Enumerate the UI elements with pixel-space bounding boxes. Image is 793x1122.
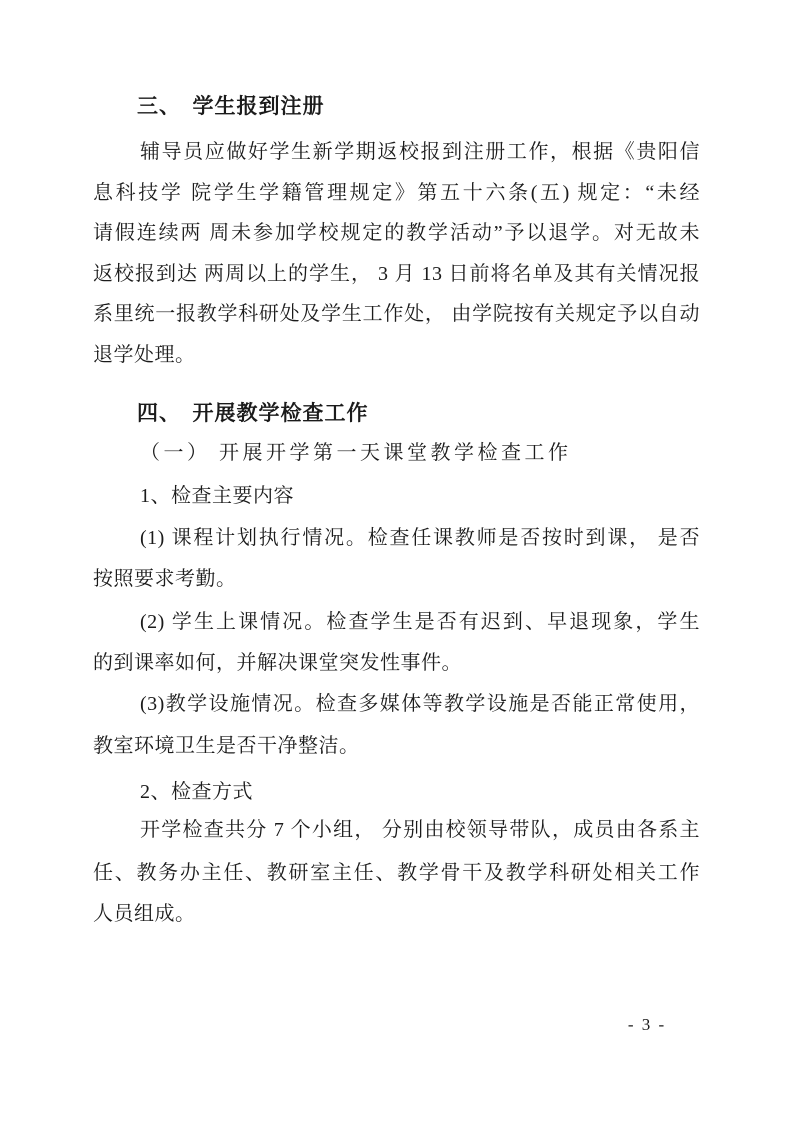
section-three-heading: 三、 学生报到注册 (137, 95, 325, 118)
paragraph-line: 任、教务办主任、教研室主任、教学骨干及教学科研处相关工作 (93, 862, 700, 884)
list-item-title: 1、检查主要内容 (140, 485, 294, 507)
section-four-heading: 四、 开展教学检查工作 (137, 402, 369, 425)
paragraph-line: 的到课率如何，并解决课堂突发性事件。 (93, 652, 462, 674)
page-number: - 3 - (627, 1015, 667, 1034)
subsection-one-title: （一） 开展开学第一天课堂教学检查工作 (140, 442, 572, 464)
paragraph-line: 教室环境卫生是否干净整洁。 (93, 735, 360, 757)
paragraph-line: 人员组成。 (93, 903, 196, 925)
paragraph-line: (1) 课程计划执行情况。检查任课教师是否按时到课， 是否 (140, 527, 700, 549)
paragraph-line: 返校报到达 两周以上的学生， 3 月 13 日前将名单及其有关情况报 (93, 263, 700, 285)
paragraph-line: 息科技学 院学生学籍管理规定》第五十六条(五) 规定：“未经 (93, 182, 700, 204)
paragraph-line: 辅导员应做好学生新学期返校报到注册工作，根据《贵阳信 (140, 141, 700, 163)
list-item-title: 2、检查方式 (140, 781, 253, 803)
paragraph-line: 退学处理。 (93, 344, 196, 366)
paragraph-line: 请假连续两 周未参加学校规定的教学活动”予以退学。对无故未 (93, 222, 700, 244)
paragraph-line: (3)教学设施情况。检查多媒体等教学设施是否能正常使用， (140, 693, 700, 715)
paragraph-line: 按照要求考勤。 (93, 568, 237, 590)
paragraph-line: 开学检查共分 7 个小组， 分别由校领导带队，成员由各系主 (140, 819, 700, 841)
paragraph-line: 系里统一报教学科研处及学生工作处， 由学院按有关规定予以自动 (93, 303, 700, 325)
paragraph-line: (2) 学生上课情况。检查学生是否有迟到、早退现象，学生 (140, 611, 700, 633)
